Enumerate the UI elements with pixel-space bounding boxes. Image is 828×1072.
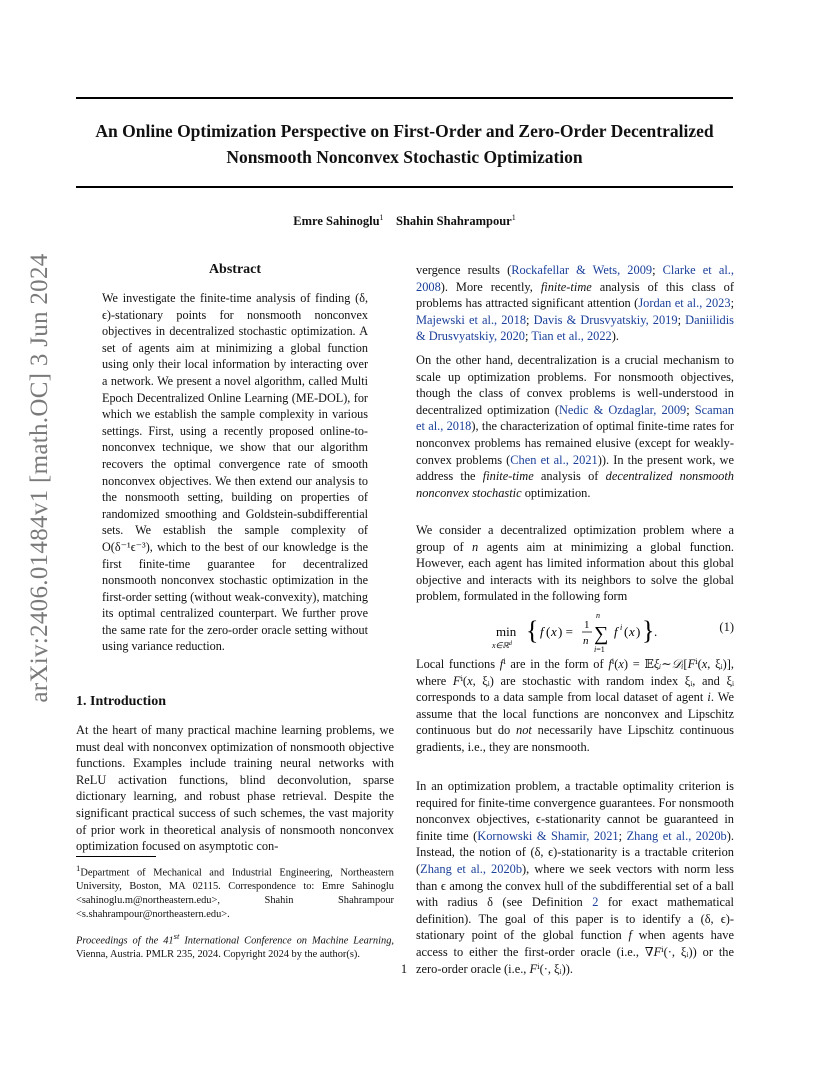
svg-text:n: n	[583, 635, 589, 647]
body-text: when agents have access to either the first-order oracle (i.e., ∇	[416, 928, 734, 959]
proceedings-ordinal: st	[173, 931, 180, 941]
emphasis-text: f	[628, 928, 632, 943]
paper-title: An Online Optimization Perspective on First-Order and Zero-Order Decentralized Nonsmooth Nonconvex Stochastic Optimization	[95, 121, 714, 167]
body-text: ) = 𝔼	[623, 657, 654, 671]
emphasis-text: x	[467, 673, 473, 688]
body-text: Local functions	[416, 657, 500, 671]
footnote-rule	[76, 856, 156, 857]
body-text: ⁱ are in the form of	[503, 657, 609, 671]
svg-text:(: (	[624, 624, 629, 639]
body-text: On the other hand, decentralization is a crucial mechanism to scale up optimization problems. For nonsmooth objectives, though the class of convex problems is well-understood in decentralized optimization (	[416, 353, 734, 417]
body-text: ). More recently,	[440, 279, 541, 294]
svg-text:i: i	[620, 623, 623, 632]
affiliation-footnote	[76, 862, 394, 922]
body-text: optimization.	[521, 485, 591, 500]
emphasis-text: i	[707, 690, 711, 705]
section-heading-introduction: 1. Introduction	[76, 694, 166, 709]
abstract-heading: Abstract	[208, 262, 262, 277]
svg-text:x: x	[629, 624, 635, 639]
paragraph-decentralization	[416, 352, 734, 501]
svg-text:1: 1	[584, 619, 590, 631]
author-name: Shahin Shahrampour	[396, 214, 512, 229]
proceedings-copyright: , Vienna, Austria. PMLR 235, 2024. Copyright 2024 by the author(s).	[76, 935, 394, 961]
citation-link[interactable]: Nedic & Ozdaglar, 2009	[558, 402, 687, 417]
emphasis-text: f	[499, 657, 504, 671]
emphasis-text: n	[471, 539, 479, 554]
emphasis-text: not	[516, 723, 532, 738]
svg-text:) =: ) =	[558, 624, 573, 639]
body-text: , ξᵢ)], where	[416, 657, 734, 688]
intro-paragraph: At the heart of many practical machine learning problems, we must deal with nonconvex optimization of nonsmooth objective functions. Examples include training neural networks with ReLU activation functions, blind deconvolution, sparse dictionary learning, and robust phase retrieval. Despite the significant practical success of such schemes, the vast majority of prior work in theoretical analysis of nonsmooth nonconvex optimization focused on asymptotic con-	[76, 723, 394, 854]
svg-text:(: (	[546, 624, 551, 639]
arxiv-identifier: arXiv:2406.01484v1 [math.OC] 3 Jun 2024	[26, 253, 53, 703]
body-text: vergence results (	[416, 263, 512, 277]
body-text: ;	[730, 296, 735, 311]
citation-link[interactable]: Zhang et al., 2020b	[626, 828, 727, 843]
citation-link[interactable]: Scaman et al., 2018	[416, 402, 734, 434]
svg-text:f: f	[614, 624, 618, 639]
body-text: ).	[611, 329, 619, 344]
svg-text:): )	[636, 624, 641, 639]
citation-link[interactable]: Daniilidis & Drusvyatskiy, 2020	[416, 312, 734, 344]
body-text: analysis of	[533, 469, 606, 484]
footnote-mark: 1	[76, 863, 81, 873]
body-text: [	[683, 657, 688, 671]
page-number: 1	[400, 962, 408, 976]
svg-text:x∈ℝd: x∈ℝ$^d$	[492, 641, 512, 650]
body-text: for exact mathematical definition). The goal of this paper is to identify a (δ, ϵ)-stationary point of the global function	[416, 895, 735, 943]
citation-link[interactable]: 2	[592, 895, 599, 910]
abstract-paragraph: We investigate the finite-time analysis of finding (δ, ϵ)-stationary points for nonsmooth nonconvex objectives in decentralized stochastic optimization. A set of agents aim at minimizing a global function using only their local information by interacting over a network. We present a novel algorithm, called Multi Epoch Decentralized Online Learning (ME-DOL), for which we establish the sample complexity in various settings. First, using a recently proposed online-to-nonconvex technique, we show that our algorithm recovers the optimal convergence rate of smooth nonconvex objectives. We then extend our analysis to the nonsmooth setting, building on properties of randomized smoothing and Goldstein-subdifferential sets. We establish the sample complexity of O(δ⁻¹ϵ⁻³), which to the best of our knowledge is the first finite-time guarantee for decentralized nonsmooth nonconvex stochastic optimization in the first-order setting (without weak-convexity), matching its optimal centralized counterpart. We further prove the same rate for the zero-order oracle setting without using variance reduction.	[102, 291, 368, 654]
body-text: ⁱ(	[460, 673, 468, 688]
svg-text:}: }	[642, 616, 655, 645]
emphasis-text: F	[653, 944, 662, 959]
emphasis-text: F	[687, 657, 696, 671]
emphasis-text: decentralized nonsmooth nonconvex stochastic	[416, 469, 735, 500]
arxiv-side-stamp	[20, 253, 60, 703]
body-text: necessarily have Lipschitz continuous gradients, i.e., they are nonsmooth.	[416, 723, 734, 754]
author-name: Emre Sahinoglu	[293, 214, 380, 229]
abstract-text	[102, 290, 368, 655]
author-affiliation-mark: 1	[511, 213, 516, 222]
svg-text:x: x	[551, 624, 557, 639]
body-text: ⁱ(·, ξᵢ)).	[537, 961, 573, 976]
body-text: ), where we seek vectors with norm less than ϵ among the convex hull of the subdifferential set of a ball with radius δ (see Definition	[416, 861, 734, 910]
footnote-text: Department of Mechanical and Industrial Engineering, Northeastern University, Boston, MA 02115. Correspondence to: Emre Sahinoglu <sahinoglu.m@northeastern.edu>, Shahin Shahrampour <s.shahrampour@northeastern.edu>.	[76, 867, 394, 920]
body-text: . We assume that the local functions are nonconvex and Lipschitz continuous but do	[416, 690, 734, 738]
body-text: agents aim at minimizing a global function. However, each agent has limited information about this global objective and interacts with its neighbors to solve the global problem, formulated in the following form	[416, 539, 734, 604]
citation-link[interactable]: Chen et al., 2021	[510, 452, 598, 467]
introduction-text	[76, 722, 394, 855]
body-text: , ξᵢ) are stochastic with random index ξᵢ, and ξᵢ corresponds to a data sample from local dataset of agent	[416, 673, 734, 705]
citation-link[interactable]: Davis & Drusvyatskiy, 2019	[533, 312, 678, 327]
emphasis-text: ξᵢ∼𝒟ᵢ	[653, 657, 684, 671]
emphasis-text: finite-time	[540, 279, 592, 294]
body-text: )). In the present work, we address the	[416, 452, 734, 484]
equation-formula	[490, 608, 790, 660]
emphasis-text: f	[608, 657, 612, 671]
paragraph-local-functions	[416, 656, 734, 756]
citation-link[interactable]: Clarke et al., 2008	[416, 263, 734, 294]
paragraph-problem-setup	[416, 522, 734, 605]
author-list	[76, 213, 733, 229]
proceedings-conference: International Conference on Machine Learning	[179, 935, 392, 947]
svg-text:n: n	[596, 611, 600, 620]
proceedings-venue: Proceedings of the 41	[76, 935, 174, 947]
citation-link[interactable]: Majewski et al., 2018	[416, 312, 527, 327]
body-text: ). Instead, the notion of (δ, ϵ)-stationarity is a tractable criterion (	[416, 828, 734, 876]
equation-1	[416, 608, 734, 660]
svg-text:∑: ∑	[594, 623, 609, 645]
paragraph-stationarity	[416, 778, 734, 977]
body-text: ⁱ(·, ξᵢ)) or the zero-order oracle (i.e.,	[416, 944, 734, 976]
author-affiliation-mark: 1	[379, 213, 384, 222]
emphasis-text: x	[701, 657, 708, 671]
body-text: ;	[652, 263, 663, 277]
svg-text:f: f	[540, 624, 544, 639]
emphasis-text: F	[529, 961, 538, 976]
body-text: ;	[526, 312, 534, 327]
body-text: We consider a decentralized optimization problem where a group of	[416, 523, 734, 554]
emphasis-text: F	[452, 673, 461, 688]
equation-number: (1)	[719, 620, 734, 634]
body-text: analysis of this class of problems has attracted significant attention (	[416, 279, 734, 311]
body-text: ), the characterization of optimal finite-time rates for nonconvex problems has remained elusive (except for weakly-convex problems (	[416, 419, 734, 467]
citation-link[interactable]: Jordan et al., 2023	[638, 296, 731, 311]
body-text: ;	[686, 402, 695, 417]
body-text: ;	[525, 329, 532, 344]
body-text: ;	[618, 828, 627, 843]
body-text: ;	[677, 312, 686, 327]
body-text: In an optimization problem, a tractable optimality criterion is required for finite-time convergence guarantees. For nonsmooth nonconvex objectives, ϵ-stationarity cannot be guaranteed in finite time (	[416, 779, 734, 843]
citation-link[interactable]: Rockafellar & Wets, 2009	[511, 263, 653, 277]
emphasis-text: finite-time	[482, 469, 534, 484]
title-rule-bottom	[76, 186, 733, 188]
svg-text:min: min	[496, 624, 517, 639]
proceedings-notice	[76, 930, 394, 962]
citation-link[interactable]: Tian et al., 2022	[531, 329, 612, 344]
body-text: ⁱ(	[695, 657, 702, 671]
citation-link[interactable]: Zhang et al., 2020b	[420, 861, 523, 876]
emphasis-text: x	[618, 657, 624, 671]
svg-text:i=1: i=1	[594, 645, 605, 654]
svg-text:{: {	[526, 616, 539, 645]
title-rule-top	[76, 97, 733, 99]
paragraph-prior-work	[416, 262, 734, 345]
body-text: ⁱ(	[611, 657, 619, 671]
citation-link[interactable]: Kornowski & Shamir, 2021	[477, 828, 619, 843]
svg-text:.: .	[654, 624, 658, 639]
